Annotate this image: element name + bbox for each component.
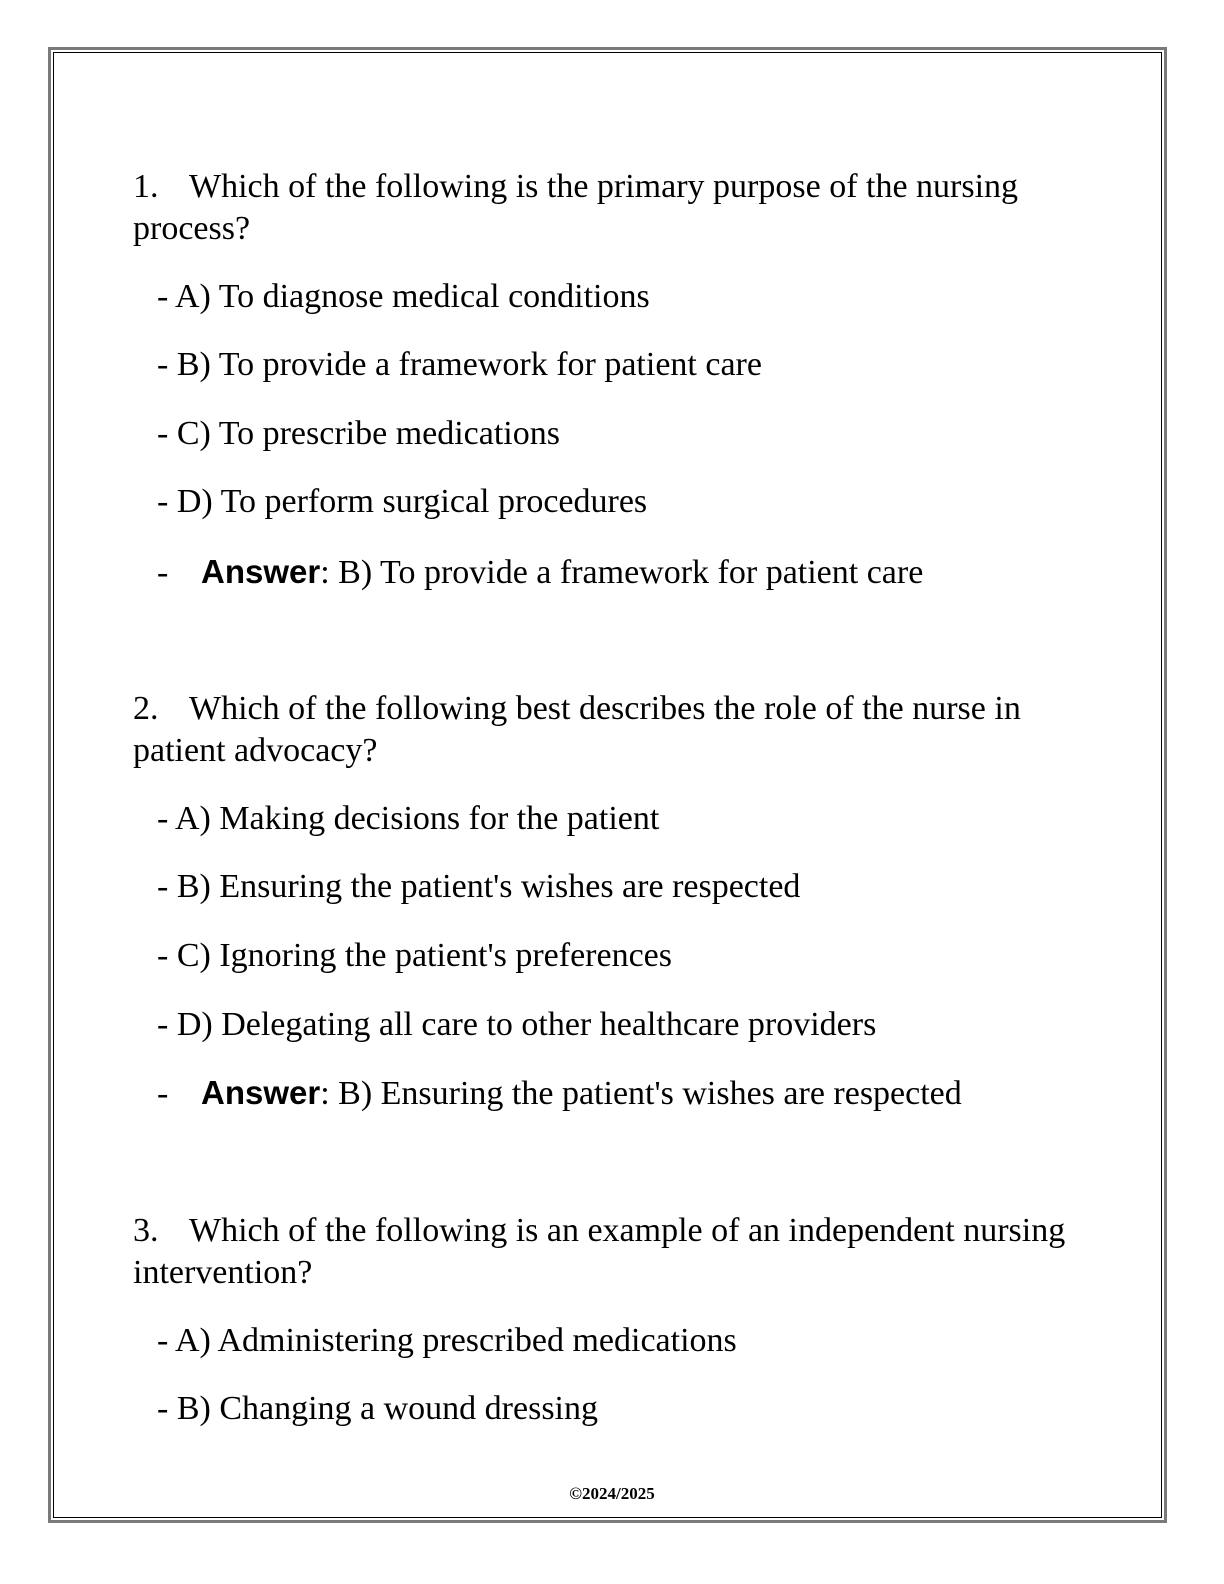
question-text: Which of the following best describes the role of the nurse in patient advocacy? [133, 690, 1021, 769]
question-text: Which of the following is an example of an independent nursing intervention? [133, 1212, 1066, 1291]
option-a: - A) To diagnose medical conditions [157, 278, 650, 315]
option-b: - B) To provide a framework for patient care [157, 346, 762, 383]
answer-dash: - [157, 554, 169, 591]
option-b: - B) Changing a wound dressing [157, 1390, 599, 1427]
answer-text: : B) Ensuring the patient's wishes are respected [320, 1075, 962, 1112]
question-3 [133, 1210, 1093, 1294]
answer-text: : B) To provide a framework for patient care [320, 554, 924, 591]
option-c: - C) Ignoring the patient's preferences [157, 937, 672, 974]
answer-label: Answer [201, 553, 321, 590]
option-c: - C) To prescribe medications [157, 415, 560, 452]
option-d: - D) Delegating all care to other healthcare providers [157, 1006, 877, 1043]
question-number: 2. [133, 690, 159, 727]
option-d: - D) To perform surgical procedures [157, 483, 648, 520]
question-2 [133, 688, 1093, 772]
page-border-inner [53, 52, 1162, 1518]
question-number: 1. [133, 168, 159, 205]
question-1 [133, 166, 1093, 250]
option-a: - A) Administering prescribed medications [157, 1322, 737, 1359]
answer-line [157, 551, 923, 594]
question-text: Which of the following is the primary purpose of the nursing process? [133, 168, 1019, 247]
answer-label: Answer [201, 1074, 321, 1111]
question-number: 3. [133, 1212, 159, 1249]
option-a: - A) Making decisions for the patient [157, 800, 660, 837]
option-b: - B) Ensuring the patient's wishes are respected [157, 868, 801, 905]
answer-line [157, 1072, 962, 1115]
copyright-footer: ©2024/2025 [569, 1484, 655, 1503]
answer-dash: - [157, 1075, 169, 1112]
